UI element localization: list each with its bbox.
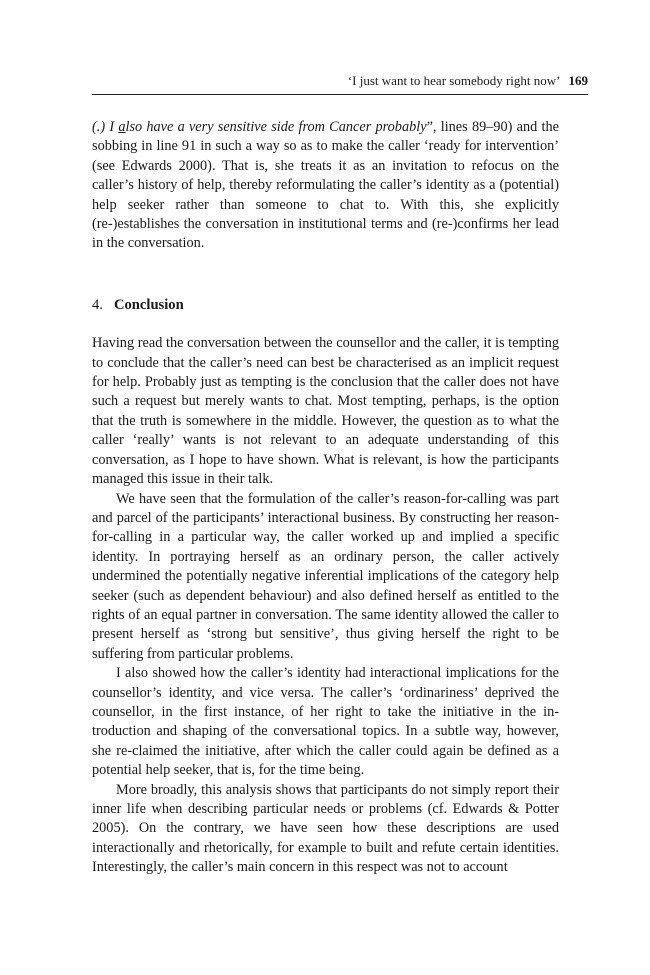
page-number: 169 bbox=[568, 73, 588, 88]
page-body bbox=[92, 118, 559, 878]
paragraph: We have seen that the formulation of the caller’s reason-for-calling was part and parcel of the participants’ interactional business. By constructing her reason-for-calling in a particular way, the caller worked up and implied a specific identity. In portraying herself as an ordinary person, the caller actively undermined the potentially negative inferential implications of the category help seeker (such as dependent behaviour) and also defined herself as entitled to the rights of an equal partner in conversation. The same identity allowed the caller to present herself as ‘strong but sensitive’, thus giving herself the right to be suffering from particular problems. bbox=[92, 490, 559, 662]
section-heading bbox=[92, 296, 559, 315]
section-title: Conclusion bbox=[113, 296, 184, 313]
section-number: 4. bbox=[92, 296, 103, 313]
running-header bbox=[92, 72, 588, 95]
carry-over-paragraph bbox=[92, 118, 559, 254]
carry-over-text: ”, lines 89–90) and the sobbing in line 91 in such a way so as to make the caller ‘ready for intervention’ (see Edwards 2000). That is, she treats it as an invitation to refocus on the caller’s history of help, thereby reformulating the caller’s identity as a (potential) help seeker rather than someone to chat to. With this, she explicitly (re-)establishes the conversation in institutional terms and (re-)confirms her lead in the conversation. bbox=[92, 119, 559, 252]
quote-start: (.) I bbox=[92, 119, 119, 135]
running-title: ‘I just want to hear somebody right now’ bbox=[347, 73, 561, 88]
paragraph: More broadly, this analysis shows that participants do not simply report their inner life when describing particular needs or problems (cf. Edwards & Potter 2005). On the contrary, we have seen how these descriptions are used interactionally and rhetorically, for example to built and refute certain identities. Interestingly, the caller’s main concern in this respect was not to account bbox=[92, 781, 559, 876]
paragraph: I also showed how the caller’s identity had interactional implications for the counsellor’s identity, and vice versa. The caller’s ‘ordinariness’ deprived the counsellor, in the first instance, of her right to take the initiative in the introduction and shaping of the conversational topics. In a subtle way, however, she re-claimed the initiative, after which the caller could again be defined as a potential help seeker, that is, for the time being. bbox=[92, 665, 559, 779]
quote-rest: lso have a very sensitive side from Cancer probably bbox=[125, 119, 427, 135]
paragraph: Having read the conversation between the counsellor and the caller, it is tempting to conclude that the caller’s need can best be characterised as an implicit request for help. Probably just as tempting is the conclusion that the caller does not have such a request but merely wants to chat. Most tempting, perhaps, is the option that the truth is somewhere in the middle. However, the question as to what the caller ‘really’ wants is not relevant to an adequate understanding of this conversation, as I hope to have shown. What is relevant, is how the participants managed this issue in their talk. bbox=[92, 335, 559, 488]
quote-underlined-letter: a bbox=[118, 119, 126, 135]
